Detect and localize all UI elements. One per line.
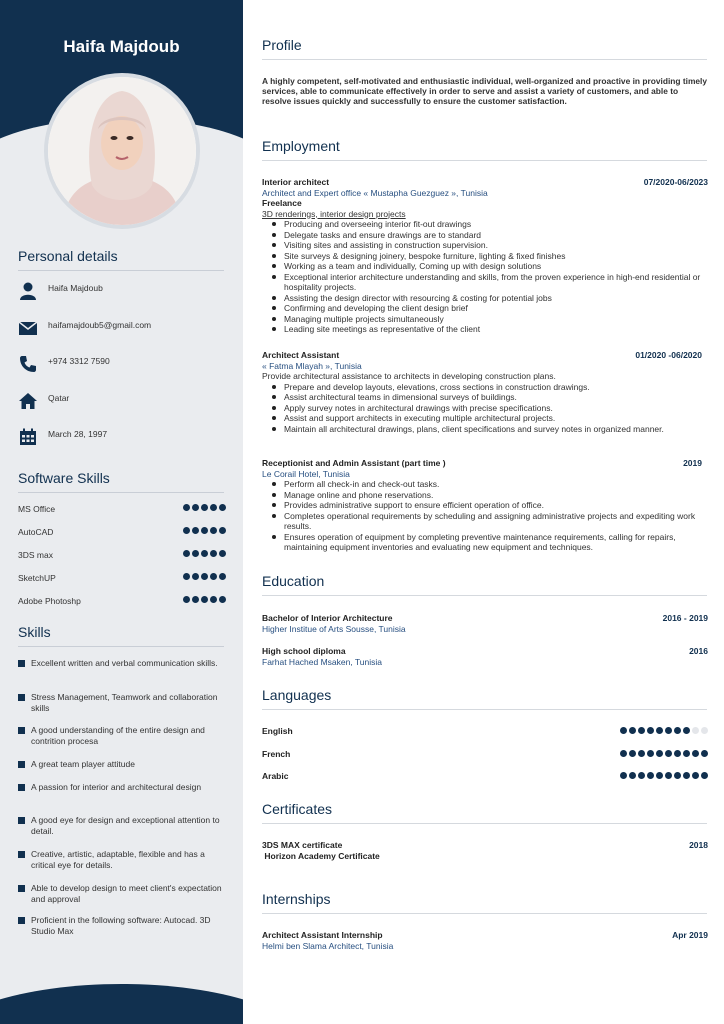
personal-location: Qatar xyxy=(48,393,70,403)
sidebar-footer-band xyxy=(0,984,243,1024)
list-item: Manage online and phone reservations. xyxy=(284,490,708,501)
personal-phone: +974 3312 7590 xyxy=(48,356,110,366)
skill-rating xyxy=(183,550,226,557)
bullet-square-icon xyxy=(18,784,25,791)
rating-dot-filled xyxy=(674,727,681,734)
list-item: Completes operational requirements by scheduling and assigning administrative projects and expediting work results. xyxy=(284,511,708,532)
software-name: Adobe Photoshp xyxy=(18,596,81,606)
rating-dot-filled xyxy=(629,750,636,757)
skill-item: Creative, artistic, adaptable, flexible and has a critical eye for details. xyxy=(18,849,226,870)
list-item: Apply survey notes in architectural drawings with precise specifications. xyxy=(284,403,708,414)
skill-item: A good eye for design and exceptional attention to detail. xyxy=(18,815,226,836)
software-name: AutoCAD xyxy=(18,527,54,537)
rating-dot-filled xyxy=(674,772,681,779)
internship-entry xyxy=(262,930,708,951)
bullet-square-icon xyxy=(18,851,25,858)
list-item: Confirming and developing the client design brief xyxy=(284,303,708,314)
rating-dot-filled xyxy=(692,750,699,757)
job-date: 01/2020 -06/2020 xyxy=(635,350,702,360)
rating-dot-filled xyxy=(210,596,217,603)
list-item: Visiting sites and assisting in construction supervision. xyxy=(284,240,708,251)
rating-dot-filled xyxy=(683,750,690,757)
rating-dot-filled xyxy=(683,772,690,779)
personal-details-heading: Personal details xyxy=(18,248,224,271)
language-rating xyxy=(620,750,708,757)
rating-dot-filled xyxy=(665,727,672,734)
rating-dot-filled xyxy=(201,527,208,534)
internship-organization: Helmi ben Slama Architect, Tunisia xyxy=(262,940,394,951)
school-name: Farhat Hached Msaken, Tunisia xyxy=(262,656,383,667)
skill-rating xyxy=(183,596,226,603)
rating-dot-filled xyxy=(701,750,708,757)
certificates-heading: Certificates xyxy=(262,801,707,824)
rating-dot-filled xyxy=(192,504,199,511)
rating-dot-filled xyxy=(183,504,190,511)
job-entry xyxy=(262,458,708,553)
personal-name: Haifa Majdoub xyxy=(48,283,103,293)
job-entry xyxy=(262,177,708,335)
rating-dot-filled xyxy=(665,750,672,757)
language-rating xyxy=(620,727,708,734)
rating-dot-filled xyxy=(674,750,681,757)
rating-dot-filled xyxy=(210,550,217,557)
skill-item: A great team player attitude xyxy=(18,759,226,770)
certificate-issuer: Horizon Academy Certificate xyxy=(262,850,380,861)
envelope-icon xyxy=(18,318,38,338)
list-item: Site surveys & designing joinery, bespoke furniture, lighting & fixed finishes xyxy=(284,251,708,262)
personal-email[interactable]: haifamajdoub5@gmail.com xyxy=(48,320,152,330)
language-name: Arabic xyxy=(262,771,289,781)
rating-dot-filled xyxy=(620,772,627,779)
rating-dot-filled xyxy=(683,727,690,734)
skill-item: Excellent written and verbal communication skills. xyxy=(18,658,226,669)
education-entry xyxy=(262,613,708,634)
profile-photo xyxy=(44,73,200,229)
phone-icon xyxy=(18,354,38,374)
rating-dot-filled xyxy=(647,750,654,757)
job-subtitle: 3D renderings, interior design projects xyxy=(262,208,406,219)
rating-dot-empty xyxy=(692,727,699,734)
language-name: French xyxy=(262,749,291,759)
education-date: 2016 xyxy=(689,646,708,656)
internships-heading: Internships xyxy=(262,891,707,914)
personal-name-row xyxy=(18,281,228,305)
rating-dot-filled xyxy=(656,727,663,734)
rating-dot-filled xyxy=(219,550,226,557)
rating-dot-filled xyxy=(647,772,654,779)
skill-item: A passion for interior and architectural design xyxy=(18,782,226,793)
job-date: 2019 xyxy=(683,458,702,468)
list-item: Ensures operation of equipment by completing preventive maintenance requirements, calling for repairs, maintaining equipment inventories and evaluating new equipment and techniques. xyxy=(284,532,708,553)
skill-rating xyxy=(183,504,226,511)
software-row xyxy=(18,504,226,518)
calendar-icon xyxy=(18,427,38,447)
rating-dot-filled xyxy=(192,596,199,603)
internship-role: Architect Assistant Internship xyxy=(262,930,383,940)
certificate-name: 3DS MAX certificate xyxy=(262,840,343,850)
bullet-square-icon xyxy=(18,727,25,734)
personal-birthdate-row xyxy=(18,427,228,451)
language-rating xyxy=(620,772,708,779)
language-row xyxy=(262,771,708,783)
languages-heading: Languages xyxy=(262,687,707,710)
skill-rating xyxy=(183,527,226,534)
skill-item: Able to develop design to meet client's expectation and approval xyxy=(18,883,226,904)
software-row xyxy=(18,596,226,610)
skill-item: Stress Management, Teamwork and collaboration skills xyxy=(18,692,226,713)
rating-dot-filled xyxy=(192,550,199,557)
rating-dot-filled xyxy=(192,527,199,534)
list-item: Exceptional interior architecture understanding and skills, from the proven experience in high-end residential or hospitality projects. xyxy=(284,272,708,293)
rating-dot-filled xyxy=(219,527,226,534)
degree-name: Bachelor of Interior Architecture xyxy=(262,613,393,623)
bullet-square-icon xyxy=(18,885,25,892)
list-item: Managing multiple projects simultaneously xyxy=(284,314,708,325)
rating-dot-filled xyxy=(629,727,636,734)
job-role: Architect Assistant xyxy=(262,350,340,360)
software-skills-heading: Software Skills xyxy=(18,470,224,493)
list-item: Assisting the design director with resourcing & costing for potential jobs xyxy=(284,293,708,304)
job-duties xyxy=(284,219,708,335)
list-item: Working as a team and individually, Coming up with design solutions xyxy=(284,261,708,272)
personal-birthdate: March 28, 1997 xyxy=(48,429,108,439)
list-item: Prepare and develop layouts, elevations, cross sections in construction drawings. xyxy=(284,382,708,393)
certificate-date: 2018 xyxy=(689,840,708,850)
rating-dot-filled xyxy=(647,727,654,734)
software-row xyxy=(18,573,226,587)
rating-dot-filled xyxy=(665,772,672,779)
employment-heading: Employment xyxy=(262,138,707,161)
bullet-square-icon xyxy=(18,660,25,667)
list-item: Assist architectural teams in dimensional surveys of buildings. xyxy=(284,392,708,403)
rating-dot-filled xyxy=(656,772,663,779)
bullet-square-icon xyxy=(18,817,25,824)
rating-dot-filled xyxy=(183,596,190,603)
job-duties xyxy=(284,382,708,435)
bullet-square-icon xyxy=(18,694,25,701)
rating-dot-filled xyxy=(219,573,226,580)
list-item: Assist and support architects in executing multiple architectural projects. xyxy=(284,413,708,424)
bullet-square-icon xyxy=(18,761,25,768)
skill-rating xyxy=(183,573,226,580)
rating-dot-filled xyxy=(183,527,190,534)
software-name: SketchUP xyxy=(18,573,56,583)
job-intro: Provide architectural assistance to architects in developing construction plans. xyxy=(262,371,556,381)
list-item: Producing and overseeing interior fit-out drawings xyxy=(284,219,708,230)
sidebar xyxy=(0,0,243,1024)
skill-item: Proficient in the following software: Autocad. 3D Studio Max xyxy=(18,915,226,936)
home-icon xyxy=(18,391,38,411)
bullet-square-icon xyxy=(18,917,25,924)
rating-dot-filled xyxy=(638,772,645,779)
education-heading: Education xyxy=(262,573,707,596)
list-item: Leading site meetings as representative of the client xyxy=(284,324,708,335)
internship-date: Apr 2019 xyxy=(672,930,708,940)
job-entry xyxy=(262,350,708,434)
degree-name: High school diploma xyxy=(262,646,346,656)
job-role: Interior architect xyxy=(262,177,330,187)
school-name: Higher Institue of Arts Sousse, Tunisia xyxy=(262,623,406,634)
profile-heading: Profile xyxy=(262,37,707,60)
language-name: English xyxy=(262,726,293,736)
rating-dot-filled xyxy=(219,596,226,603)
personal-location-row xyxy=(18,391,228,415)
rating-dot-filled xyxy=(701,772,708,779)
software-row xyxy=(18,550,226,564)
rating-dot-filled xyxy=(620,750,627,757)
language-row xyxy=(262,726,708,738)
rating-dot-filled xyxy=(201,596,208,603)
education-date: 2016 - 2019 xyxy=(662,613,708,623)
rating-dot-empty xyxy=(701,727,708,734)
rating-dot-filled xyxy=(201,573,208,580)
person-name: Haifa Majdoub xyxy=(63,37,180,56)
rating-dot-filled xyxy=(201,550,208,557)
person-icon xyxy=(18,281,38,301)
job-organization: « Fatma Mlayah », Tunisia xyxy=(262,360,362,371)
rating-dot-filled xyxy=(620,727,627,734)
language-row xyxy=(262,749,708,761)
rating-dot-filled xyxy=(210,573,217,580)
job-role: Receptionist and Admin Assistant (part time ) xyxy=(262,458,446,468)
certificate-entry xyxy=(262,840,708,861)
rating-dot-filled xyxy=(183,573,190,580)
profile-summary: A highly competent, self-motivated and enthusiastic individual, well-organized and proactive in providing timely services, able to communicate effectively in order to serve and assist a variety of customers, and able to resolve issues quickly and successfully to ensure the customer satisfaction. xyxy=(262,76,708,106)
list-item: Delegate tasks and ensure drawings are to standard xyxy=(284,230,708,241)
rating-dot-filled xyxy=(219,504,226,511)
job-organization: Architect and Expert office « Mustapha Guezguez », Tunisia xyxy=(262,187,488,198)
rating-dot-filled xyxy=(210,527,217,534)
personal-email-row xyxy=(18,318,228,342)
rating-dot-filled xyxy=(638,750,645,757)
software-row xyxy=(18,527,226,541)
job-duties xyxy=(284,479,708,553)
list-item: Maintain all architectural drawings, plans, client specifications and survey notes in organized manner. xyxy=(284,424,708,435)
job-organization: Le Corail Hotel, Tunisia xyxy=(262,468,350,479)
avatar xyxy=(48,77,196,225)
rating-dot-filled xyxy=(192,573,199,580)
education-entry xyxy=(262,646,708,667)
rating-dot-filled xyxy=(629,772,636,779)
job-type: Freelance xyxy=(262,198,302,208)
rating-dot-filled xyxy=(656,750,663,757)
software-name: 3DS max xyxy=(18,550,53,560)
rating-dot-filled xyxy=(692,772,699,779)
rating-dot-filled xyxy=(210,504,217,511)
rating-dot-filled xyxy=(638,727,645,734)
rating-dot-filled xyxy=(183,550,190,557)
skill-item: A good understanding of the entire design and contrition procesa xyxy=(18,725,226,746)
list-item: Perform all check-in and check-out tasks. xyxy=(284,479,708,490)
rating-dot-filled xyxy=(201,504,208,511)
software-name: MS Office xyxy=(18,504,56,514)
personal-phone-row xyxy=(18,354,228,378)
job-date: 07/2020-06/2023 xyxy=(643,177,708,187)
skills-heading: Skills xyxy=(18,624,224,647)
list-item: Provides administrative support to ensure efficient operation of office. xyxy=(284,500,708,511)
